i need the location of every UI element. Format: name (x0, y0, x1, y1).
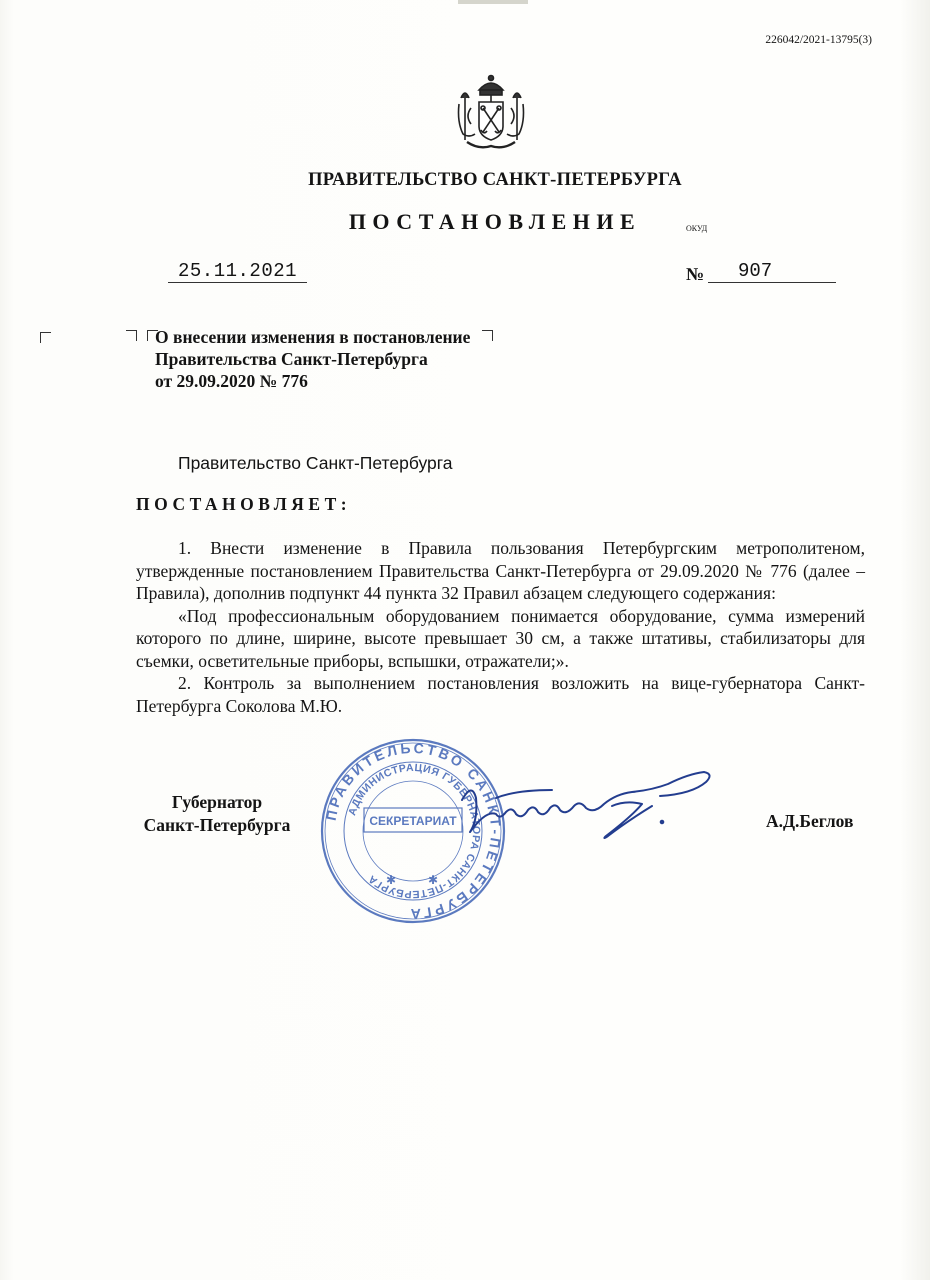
document-type: ПОСТАНОВЛЕНИЕ (348, 209, 642, 234)
document-number: 907 (708, 260, 836, 283)
position-line: Санкт-Петербурга (143, 814, 291, 835)
subject-line: от 29.09.2020 № 776 (155, 371, 308, 391)
number-label: № (686, 264, 705, 284)
paragraph-1: 1. Внести изменение в Правила пользования Петербургским метрополитеном, утвержденные постановлением Правительства Санкт-Петербурга от 29.09.2020 № 776 (далее – Правила), дополнив подпункт 44 пункта 32 Правил абзацем следующего содержания: (136, 538, 865, 603)
subject-line: О внесении изменения в постановление (155, 327, 471, 347)
paragraph-2: 2. Контроль за выполнением постановления возложить на вице-губернатора Санкт-Петербурга Соколова М.Ю. (136, 673, 865, 716)
position-line: Губернатор (171, 792, 263, 812)
resolves-heading: ПОСТАНОВЛЯЕТ: (136, 494, 352, 514)
seal-star-right: ✱ (428, 873, 439, 887)
seal-star-left: ✱ (386, 873, 397, 887)
document-body (136, 537, 865, 717)
signatory-name: А.Д.Беглов (766, 811, 854, 831)
subject-corner-mark-middle (126, 330, 137, 341)
seal-outer-text: ПРАВИТЕЛЬСТВО САНКТ-ПЕТЕРБУРГА (322, 739, 505, 923)
document-date: 25.11.2021 (168, 260, 307, 283)
subject-line: Правительства Санкт-Петербурга (155, 349, 428, 369)
signatory-position (124, 791, 310, 836)
handwritten-signature (456, 760, 720, 846)
seal-center-text: СЕКРЕТАРИАТ (369, 814, 457, 828)
scan-edge-mark (458, 0, 528, 4)
paragraph-quote: «Под профессиональным оборудованием понимается оборудование, сумма измерений которого по длине, ширине, высоте превышает 30 см, а также штативы, стабилизаторы для съемки, осветительные приборы, вспышки, отражатели;». (136, 605, 865, 671)
seal-inner-text: АДМИНИСТРАЦИЯ ГУБЕРНАТОРА САНКТ-ПЕТЕРБУРГА (346, 761, 483, 901)
okud-label: ОКУД (686, 224, 708, 233)
document-subject (155, 326, 505, 392)
registration-number: 226042/2021-13795(3) (765, 34, 872, 46)
subject-corner-mark-left (40, 332, 51, 343)
government-title: ПРАВИТЕЛЬСТВО САНКТ-ПЕТЕРБУРГА (308, 170, 682, 190)
issuing-body: Правительство Санкт-Петербурга (178, 453, 453, 473)
coat-of-arms-icon (453, 74, 529, 152)
